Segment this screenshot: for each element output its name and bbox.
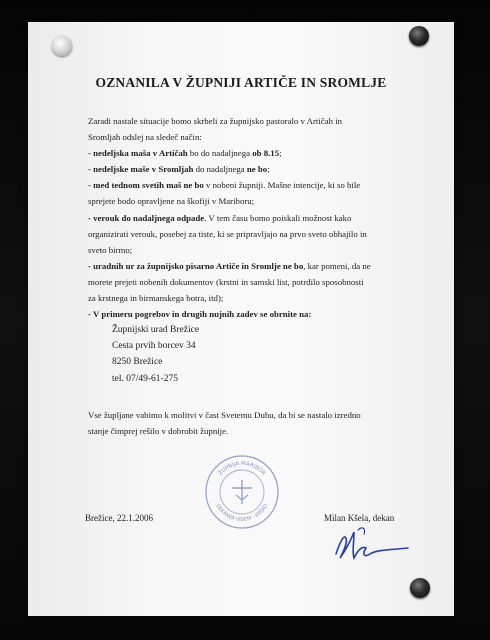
thumbtack-bottom-right-icon [410, 578, 430, 598]
item1-bold: - nedeljska maša v Artičah [88, 148, 188, 159]
item4-line-3: sveto birmo; [88, 244, 133, 255]
item1-end: ; [279, 148, 282, 159]
notice-body [88, 113, 424, 387]
item4-text: . V tem času bomo poiskali možnost kako [204, 212, 352, 223]
office-name: Župnijski urad Brežice [112, 325, 200, 336]
item-sunday-mass-artice [88, 145, 424, 161]
intro-line-1: Zaradi nastale situacije bomo skrbeli za župnijsko pastoralo v Artičah in [88, 116, 343, 126]
office-address [88, 322, 424, 386]
stamp-cross-icon [232, 480, 252, 504]
item3-text: v nobeni župniji. Mašne intencije, ki so bile [203, 180, 361, 191]
item2-text: do nadaljnega [193, 164, 247, 175]
item2-status: ne bo [246, 164, 268, 175]
office-phone: tel. 07/49-61-275 [112, 373, 178, 384]
handwritten-signature [328, 520, 428, 570]
item4-line-2: organizirati verouk, posebej za tiste, ki se pripravljajo na prvo sveto obhajilo in [88, 228, 367, 239]
thumbtack-top-right-icon [409, 26, 429, 46]
closing-line-2: stanje čimprej rešilo v dobrobit župnije. [88, 426, 229, 436]
item5-bold: - uradnih ur za župnijsko pisarno Artiče in Sromlje ne bo [88, 260, 304, 271]
item-catechism [88, 210, 424, 226]
place-and-date: Brežice, 22.1.2006 [85, 513, 153, 523]
stamp-top-text: ŽUPNIJA MARIBOR [217, 460, 267, 477]
item2-bold: - nedeljske maše v Sromljah [88, 164, 194, 175]
office-street: Cesta prvih borcev 34 [112, 341, 196, 352]
intro-line-2: Sromljah odslej na sledeč način: [88, 132, 202, 143]
thumbtack-top-left-icon [52, 36, 72, 56]
item2-end: ; [267, 164, 270, 175]
item-weekday-mass [88, 177, 424, 193]
closing-line-1: Vse župljane vabimo k molitvi v čast Svetemu Duhu, da bi se nastalo izredno [88, 410, 361, 420]
signer-name: Milan Kšela, dekan [324, 513, 395, 523]
item5-line-3: za krstnega in birmanskega botra, itd); [88, 293, 224, 304]
item6-bold: - V primeru pogrebov in drugih nujnih zadev se obrnite na: [88, 309, 312, 320]
closing-paragraph [88, 407, 424, 439]
item-funerals [88, 306, 424, 322]
item3-bold: - med tednom svetih maš ne bo [88, 180, 204, 191]
item1-time: ob 8.15 [252, 148, 280, 159]
item-sunday-mass-sromlje [88, 161, 424, 177]
office-city: 8250 Brežice [112, 357, 163, 368]
notice-title: OZNANILA V ŽUPNIJI ARTIČE IN SROMLJE [95, 75, 387, 90]
item1-text: bo do nadaljnega [187, 148, 253, 159]
item5-text: , kar pomeni, da ne [303, 260, 371, 271]
stamp-bottom-text: DEKANIJA VIDEM - KRŠKO [214, 503, 270, 524]
parish-stamp [203, 453, 281, 531]
item4-bold: - verouk do nadaljnega odpade [88, 212, 205, 223]
item5-line-2: morete prejeti nobenih dokumentov (krstni in samski list, potrdilo sposobnosti [88, 276, 364, 287]
item-office-hours [88, 258, 424, 274]
item3-line-2: sprejete bodo opravljene na škofiji v Mariboru; [88, 196, 255, 207]
